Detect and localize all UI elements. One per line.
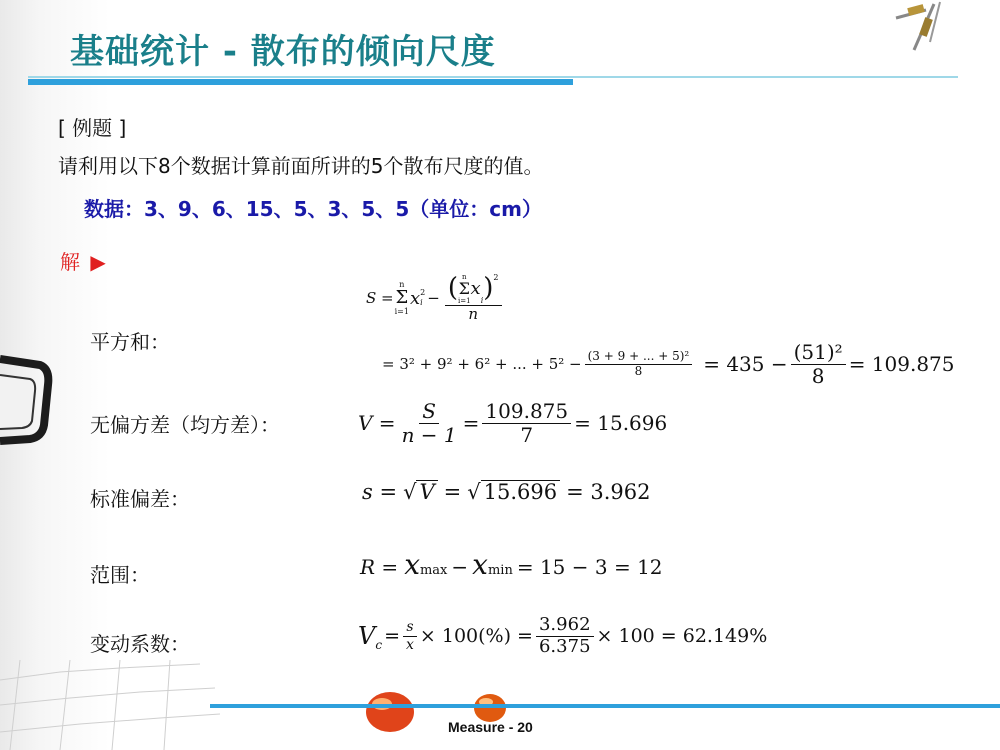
- solution-arrow-icon: ▶: [90, 250, 106, 274]
- page-number: Measure - 20: [448, 719, 533, 735]
- footer-line: [210, 704, 1000, 708]
- sum-sq-fraction: ( n Σ i=1 x i ) 2 n: [445, 273, 502, 323]
- title-underline-accent: [28, 79, 573, 85]
- glasses-decoration: [0, 345, 55, 455]
- example-tag: [ 例题 ]: [58, 116, 127, 140]
- data-line: 数据：3、9、6、15、5、3、5、5（单位：cm）: [84, 197, 542, 221]
- pins-decoration: [888, 0, 958, 55]
- cv-formula: V c = $\frac{s}{x}$ × 100(%) = $\frac{3.962}{6.375}$ × 100 = 62.149%: [358, 613, 768, 657]
- cv-label: 变动系数：: [90, 632, 190, 656]
- sum-of-squares-formula-1: S = n Σ i=1 x 2 i − ( n Σ i=1 x i ) 2 n: [366, 262, 505, 334]
- title-underline: [28, 76, 958, 78]
- std-formula: s = √ V = √ 15.696 = 3.962: [362, 480, 651, 505]
- solution-label: [60, 246, 106, 275]
- range-formula: R = x max − x min = 15 − 3 = 12: [360, 548, 663, 581]
- solution-text: 解: [60, 250, 80, 274]
- variance-formula: V = $\frac{S}{n - 1}$ = $\frac{109.875}{7}$ = 15.696: [358, 398, 668, 447]
- sum-of-squares-label: 平方和：: [90, 330, 170, 354]
- variance-label: 无偏方差（均方差）：: [90, 413, 280, 437]
- question-text: 请利用以下8个数据计算前面所讲的5个散布尺度的值。: [58, 154, 544, 178]
- range-label: 范围：: [90, 563, 150, 587]
- candy-decoration: [360, 686, 520, 750]
- sum-of-squares-formula-2: = 3² + 9² + 6² + ... + 5² − $\frac{\text{(3 + 9 + ... + 5)²}}{8}$ = 435 − $\frac{\text{(51)²}}{8}$ = 109.875: [382, 339, 955, 388]
- slide-title: 基础统计 - 散布的倾向尺度: [70, 32, 496, 72]
- grid-decoration: [0, 660, 220, 750]
- std-label: 标准偏差：: [90, 487, 190, 511]
